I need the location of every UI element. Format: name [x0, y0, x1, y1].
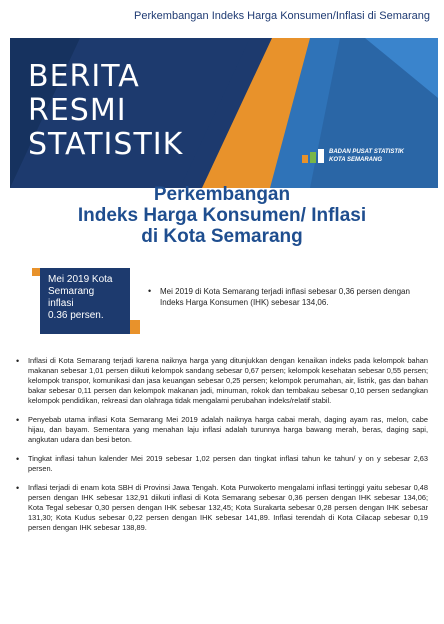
list-item [16, 483, 428, 533]
brs-line: RESMI [28, 93, 127, 128]
title-line: Perkembangan [153, 184, 291, 205]
bullet-icon: • [148, 286, 152, 296]
list-item [16, 454, 428, 474]
list-item-text: Inflasi di Kota Semarang terjadi karena naiknya harga yang ditunjukkan dengan kenaikan indeks pada kelompok bahan makanan sebesar 1,01 persen diikuti kelompok sandang sebesar 0,67 persen; kelompok kesehatan sebesar 0,55 persen; kelompok transpor, komunikasi dan jasa keuangan sebesar 0,25 persen; kelompok perumahan, air, listrik, gas dan bahan bakar sebesar 0,11 persen dan kelompok makanan jadi, minuman, rokok dan tembakau sebesar 0,10 persen sedangkan kelompok pendidikan, rekreasi dan olahraga tidak mengalami perubahan indeks/relatif stabil. [28, 356, 428, 405]
list-item-text: Tingkat inflasi tahun kalender Mei 2019 sebesar 1,02 persen dan tingkat inflasi tahun ke tahun/ y on y sebesar 2,63 persen. [28, 454, 428, 473]
list-item [16, 356, 428, 406]
list-item [16, 415, 428, 445]
bps-logo-icon [302, 149, 324, 163]
title-line: Indeks Harga Konsumen/ Inflasi [77, 205, 367, 226]
bullet-icon: • [16, 356, 20, 366]
document-title [0, 184, 444, 247]
bullet-icon: • [16, 454, 20, 464]
list-item-text: Penyebab utama inflasi Kota Semarang Mei 2019 adalah naiknya harga cabai merah, daging ayam ras, melon, cabe hijau, dan bayam. Sementara yang menahan laju inflasi adalah turunnya harga bawang merah, beras, daging sapi, angkutan udara dan besi beton. [28, 415, 428, 444]
inflation-highlight-box [40, 268, 130, 334]
highlight-line: 0.36 persen. [48, 310, 104, 321]
highlight-line: Mei 2019 Kota [48, 274, 113, 285]
brs-line: BERITA [28, 59, 140, 94]
brs-line: STATISTIK [28, 127, 184, 162]
bullet-icon: • [16, 483, 20, 493]
bps-logo-block [302, 148, 404, 164]
title-line: di Kota Semarang [141, 226, 303, 247]
bullet-icon: • [16, 415, 20, 425]
highlight-line: inflasi [48, 298, 74, 309]
page-header-title: Perkembangan Indeks Harga Konsumen/Inflasi di Semarang [134, 10, 430, 22]
bps-org-name: BADAN PUSAT STATISTIK [329, 149, 404, 155]
berita-resmi-statistik-logo [28, 60, 183, 162]
summary-text: Mei 2019 di Kota Semarang terjadi inflasi sebesar 0,36 persen dengan Indeks Harga Konsumen (IHK) sebesar 134,06. [160, 287, 410, 307]
findings-list [16, 356, 428, 542]
bps-org-city: KOTA SEMARANG [329, 157, 382, 163]
summary-point [148, 286, 428, 308]
list-item-text: Inflasi terjadi di enam kota SBH di Provinsi Jawa Tengah. Kota Purwokerto mengalami inflasi tertinggi yaitu sebesar 0,48 persen dengan IHK sebesar 132,91 diikuti inflasi di Kota Semarang sebesar 0,36 persen dengan IHK sebesar 134,06; Kota Tegal sebesar 0,30 persen dengan IHK sebesar 132,45; Kota Surakarta sebesar 0,28 persen dengan IHK sebesar 131,30; Kota Kudus sebesar 0,22 persen dengan IHK sebesar 141,89. Inflasi terendah di Kota Cilacap sebesar 0,19 persen dengan IHK sebesar 138,89. [28, 483, 428, 532]
highlight-line: Semarang [48, 286, 95, 297]
